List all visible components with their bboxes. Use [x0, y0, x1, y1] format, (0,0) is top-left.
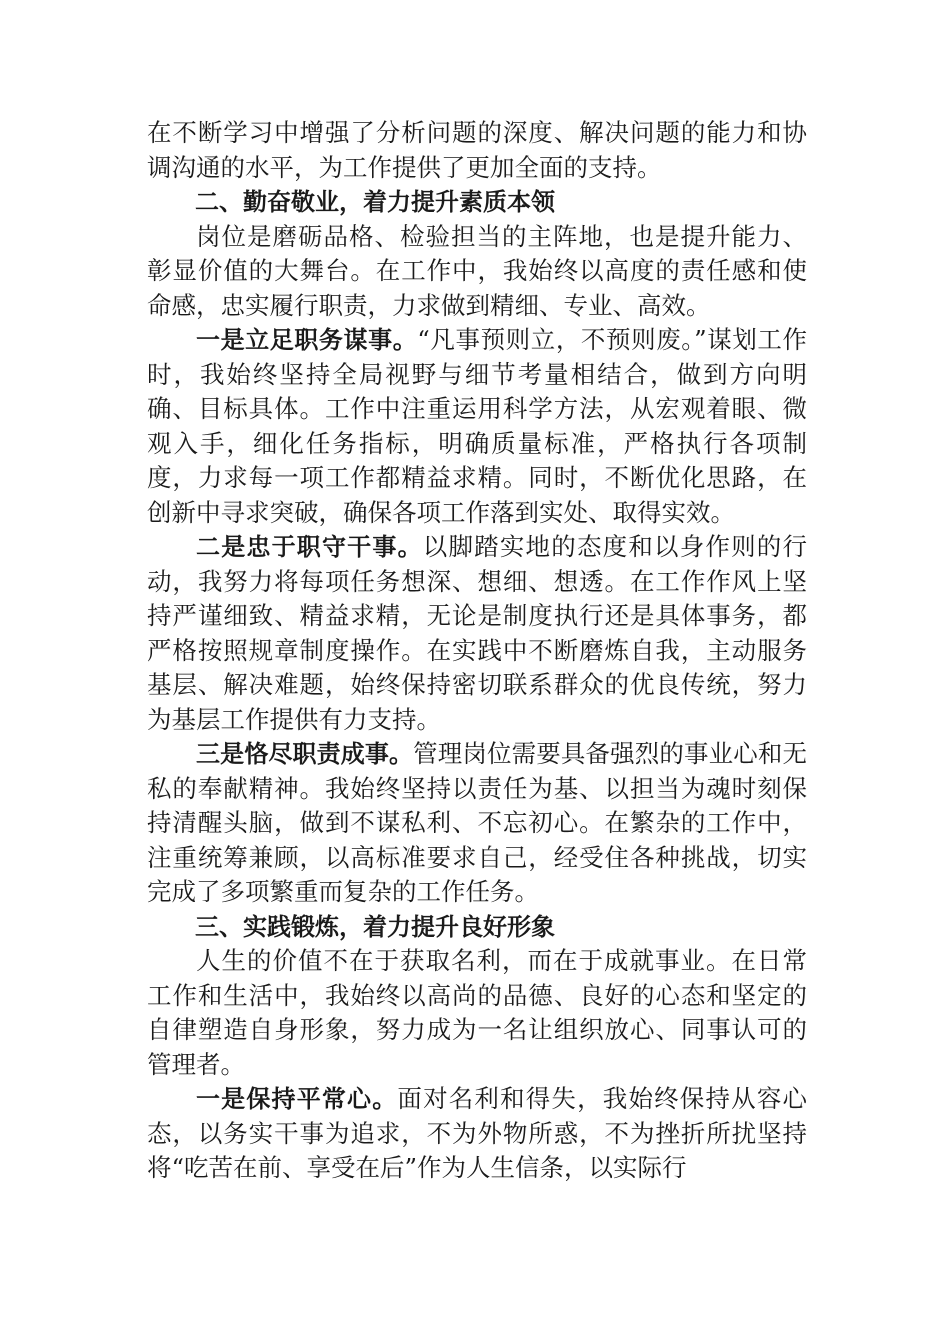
heading-text: 三、实践锻炼，着力提升良好形象: [195, 912, 555, 941]
body-paragraph: [147, 530, 807, 737]
paragraph-text: 管理岗位需要具备强烈的事业心和无私的奉献精神。我始终坚持以责任为基、以担当为魂时刻保持清醒头脑，做到不谋私利、不忘初心。在繁杂的工作中，注重统筹兼顾，以高标准要求自己，经受住各种挑战，切实完成了多项繁重而复杂的工作任务。: [147, 739, 807, 906]
section-heading: [147, 910, 807, 945]
paragraph-text: 面对名利和得失，我始终保持从容心态，以务实干事为追求，不为外物所惑，不为挫折所扰坚持将“吃苦在前、享受在后”作为人生信条，以实际行: [147, 1084, 807, 1182]
body-paragraph: [147, 1082, 807, 1186]
paragraph-text: 以脚踏实地的态度和以身作则的行动，我努力将每项任务想深、想细、想透。在工作作风上坚持严谨细致、精益求精，无论是制度执行还是具体事务，都严格按照规章制度操作。在实践中不断磨炼自我，主动服务基层、解决难题，始终保持密切联系群众的优良传统，努力为基层工作提供有力支持。: [147, 532, 808, 734]
heading-text: 二、勤奋敬业，着力提升素质本领: [195, 188, 555, 216]
body-paragraph: [147, 220, 807, 324]
paragraph-lead: 一是保持平常心。: [196, 1085, 398, 1113]
document-page: [147, 116, 807, 1186]
paragraph-lead: 二是忠于职守干事。: [196, 533, 423, 561]
body-paragraph: [147, 116, 807, 185]
section-heading: [147, 185, 807, 220]
paragraph-text: “凡事预则立，不预则废。”谋划工作时，我始终坚持全局视野与细节考量相结合，做到方向明确、目标具体。工作中注重运用科学方法，从宏观着眼、微观入手，细化任务指标，明确质量标准，严格执行各项制度，力求每一项工作都精益求精。同时，不断优化思路，在创新中寻求突破，确保各项工作落到实处、取得实效。: [147, 325, 807, 527]
paragraph-text: 岗位是磨砺品格、检验担当的主阵地，也是提升能力、彰显价值的大舞台。在工作中，我始终以高度的责任感和使命感，忠实履行职责，力求做到精细、专业、高效。: [147, 221, 807, 320]
paragraph-text: 在不断学习中增强了分析问题的深度、解决问题的能力和协调沟通的水平，为工作提供了更加全面的支持。: [147, 118, 807, 182]
body-paragraph: [147, 737, 807, 910]
body-paragraph: [147, 944, 807, 1082]
body-paragraph: [147, 323, 807, 530]
paragraph-lead: 三是恪尽职责成事。: [196, 740, 414, 768]
paragraph-lead: 一是立足职务谋事。: [196, 326, 418, 354]
paragraph-text: 人生的价值不在于获取名利，而在于成就事业。在日常工作和生活中，我始终以高尚的品德、良好的心态和坚定的自律塑造自身形象，努力成为一名让组织放心、同事认可的管理者。: [147, 946, 807, 1079]
